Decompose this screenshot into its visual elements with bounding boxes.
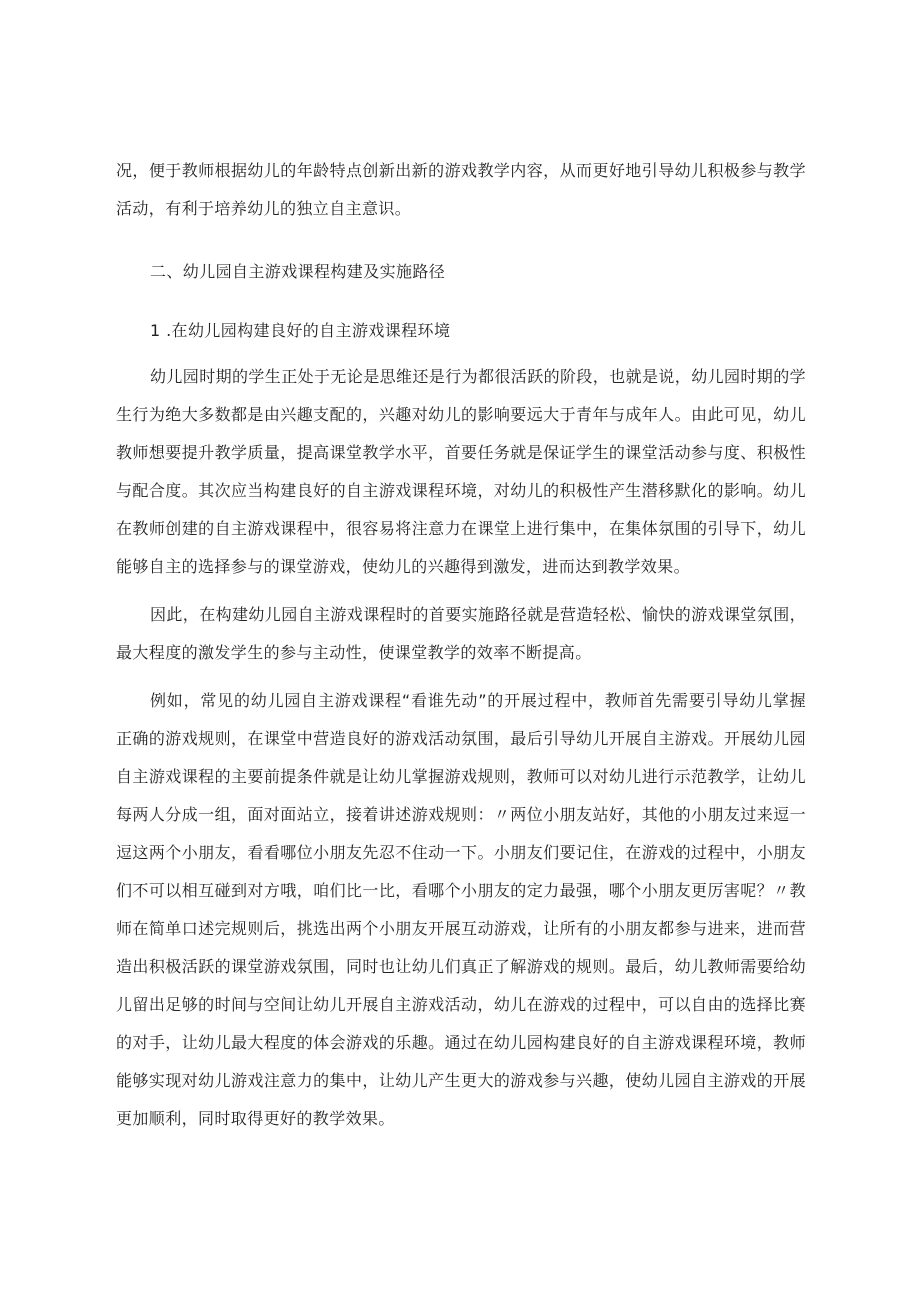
intro-continuation-paragraph: 况，便于教师根据幼儿的年龄特点创新出新的游戏教学内容，从而更好地引导幼儿积极参与教学活动，有利于培养幼儿的独立自主意识。	[116, 161, 806, 218]
body-paragraph-1: 幼儿园时期的学生正处于无论是思维还是行为都很活跃的阶段，也就是说，幼儿园时期的学生行为绝大多数都是由兴趣支配的，兴趣对幼儿的影响要远大于青年与成年人。由此可见，幼儿教师想要提升教学质量，提高课堂教学水平，首要任务就是保证学生的课堂活动参与度、积极性与配合度。其次应当构建良好的自主游戏课程环境，对幼儿的积极性产生潜移默化的影响。幼儿在教师创建的自主游戏课程中，很容易将注意力在课堂上进行集中，在集体氛围的引导下，幼儿能够自主的选择参与的课堂游戏，使幼儿的兴趣得到激发，进而达到教学效果。	[116, 367, 807, 576]
section-heading: 二、幼儿园自主游戏课程构建及实施路径	[150, 262, 446, 281]
body-paragraph-3: 例如，常见的幼儿园自主游戏课程“看谁先动”的开展过程中，教师首先需要引导幼儿掌握正确的游戏规则，在课堂中营造良好的游戏活动氛围，最后引导幼儿开展自主游戏。开展幼儿园自主游戏课程的主要前提条件就是让幼儿掌握游戏规则，教师可以对幼儿进行示范教学，让幼儿每两人分成一组，面对面站立，接着讲述游戏规则：〃两位小朋友站好，其他的小朋友过来逗一逗这两个小朋友，看看哪位小朋友先忍不住动一下。小朋友们要记住，在游戏的过程中，小朋友们不可以相互碰到对方哦，咱们比一比，看哪个小朋友的定力最强，哪个小朋友更厉害呢？〃教师在简单口述完规则后，挑选出两个小朋友开展互动游戏，让所有的小朋友都参与进来，进而营造出积极活跃的课堂游戏氛围，同时也让幼儿们真正了解游戏的规则。最后，幼儿教师需要给幼儿留出足够的时间与空间让幼儿开展自主游戏活动，幼儿在游戏的过程中，可以自由的选择比赛的对手，让幼儿最大程度的体会游戏的乐趣。通过在幼儿园构建良好的自主游戏课程环境，教师能够实现对幼儿游戏注意力的集中，让幼儿产生更大的游戏参与兴趣，使幼儿园自主游戏的开展更加顺利，同时取得更好的教学效果。	[116, 691, 806, 1128]
subsection-heading: 1 .在幼儿园构建良好的自主游戏课程环境	[150, 321, 451, 340]
body-paragraph-2: 因此，在构建幼儿园自主游戏课程时的首要实施路径就是营造轻松、愉快的游戏课堂氛围，最大程度的激发学生的参与主动性，使课堂教学的效率不断提高。	[116, 605, 807, 662]
